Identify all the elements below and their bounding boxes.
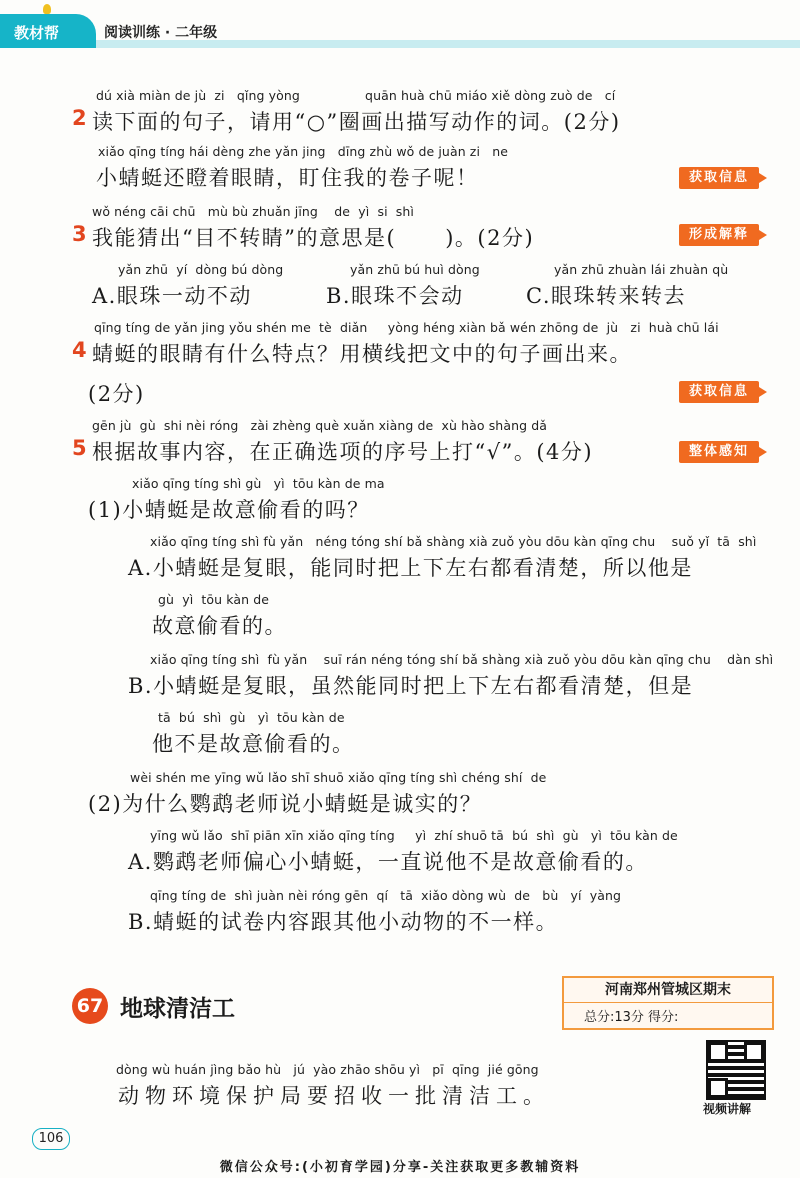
q5-pinyin: gēn jù gù shi nèi róng zài zhèng què xuǎn xiàng de xù hào shàng dǎ [92,418,548,433]
q4-number: 4 [72,338,87,362]
exam-region: 河南郑州管城区期末 [564,978,772,1003]
section-title: 地球清洁工 [120,996,235,1022]
qr-code-icon[interactable] [706,1040,766,1100]
intro-text: 动物环境保护局要招收一批清洁工。 [118,1084,550,1108]
q5-2-a-text: A.鹦鹉老师偏心小蜻蜓，一直说他不是故意偷看的。 [128,850,648,874]
q2-example-pinyin: xiǎo qīng tíng hái dèng zhe yǎn jing dīng zhù wǒ de juàn zi ne [98,144,509,159]
q3-skill-tag: 形成解释 [679,224,759,246]
q5-2-a-pinyin: yīng wǔ lǎo shī piān xīn xiǎo qīng tíng yì zhí shuō tā bú shì gù yì tōu kàn de [150,828,678,843]
q3-option-c: C.眼珠转来转去 [526,284,686,308]
q5-number: 5 [72,436,87,460]
q3-number: 3 [72,222,87,246]
footer-note: 微信公众号:(小初育学园)分享-关注获取更多教辅资料 [219,1160,581,1175]
q5-1-a-pinyin: xiǎo qīng tíng shì fù yǎn néng tóng shí bǎ shàng xià zuǒ yòu dōu kàn qīng chu suǒ yǐ tā shì [150,534,757,549]
q5-1-b-text-2: 他不是故意偷看的。 [152,732,355,756]
q5-text: 根据故事内容，在正确选项的序号上打“√”。(4分) [92,440,594,464]
q5-1-text: (1)小蜻蜓是故意偷看的吗？ [88,498,370,522]
q4-score: (2分) [88,382,145,406]
section-number-badge: 67 [72,988,108,1024]
q5-2-b-pinyin: qīng tíng de shì juàn nèi róng gēn qí tā xiǎo dòng wù de bù yí yàng [150,888,622,903]
brand-label: 教材帮 [14,24,60,42]
lightbulb-icon [43,4,51,14]
q2-pinyin: dú xià miàn de jù zi qǐng yòng quān huà chū miáo xiě dòng zuò de cí [96,88,616,103]
q3-option-b: B.眼珠不会动 [326,284,464,308]
q4-pinyin: qīng tíng de yǎn jing yǒu shén me tè diǎn yòng héng xiàn bǎ wén zhōng de jù zi huà chū lái [94,320,719,335]
page-number: 106 [32,1128,70,1150]
q5-1-b-text: B.小蜻蜓是复眼，虽然能同时把上下左右都看清楚，但是 [128,674,694,698]
q5-2-b-text: B.蜻蜓的试卷内容跟其他小动物的不一样。 [128,910,559,934]
book-title: 阅读训练 · 二年级 [104,25,218,41]
q4-text: 蜻蜓的眼睛有什么特点？用横线把文中的句子画出来。 [92,342,632,366]
q5-1-a-text-2: 故意偷看的。 [152,614,287,638]
q3-pinyin: wǒ néng cāi chū mù bù zhuǎn jīng de yì si shì [92,204,414,219]
q2-example: 小蜻蜓还瞪着眼睛，盯住我的卷子呢！ [96,166,479,190]
q5-1-a-text: A.小蜻蜓是复眼，能同时把上下左右都看清楚，所以他是 [128,556,693,580]
q5-1-b-pinyin-2: tā bú shì gù yì tōu kàn de [158,710,345,725]
q5-1-pinyin: xiǎo qīng tíng shì gù yì tōu kàn de ma [132,476,385,491]
q3-option-a-pinyin: yǎn zhū yí dòng bú dòng [118,262,284,277]
q3-option-a: A.眼珠一动不动 [92,284,252,308]
qr-video-label: 视频讲解 [703,1102,752,1116]
q5-skill-tag: 整体感知 [679,441,759,463]
exam-info-box [562,976,774,1030]
q5-1-b-pinyin: xiǎo qīng tíng shì fù yǎn suī rán néng tóng shí bǎ shàng xià zuǒ yòu dōu kàn qīng chu dàn shì [150,652,774,667]
q4-skill-tag: 获取信息 [679,381,759,403]
q2-text: 读下面的句子，请用“○”圈画出描写动作的词。(2分) [92,110,621,134]
q5-1-a-pinyin-2: gù yì tōu kàn de [158,592,270,607]
intro-pinyin: dòng wù huán jìng bǎo hù jú yào zhāo shōu yì pī qīng jié gōng [116,1062,539,1077]
q3-option-b-pinyin: yǎn zhū bú huì dòng [350,262,480,277]
q3-text: 我能猜出“目不转睛”的意思是( )。(2分) [92,226,535,250]
score-line: 总分:13分 得分: [584,1010,679,1025]
page-header [0,0,800,52]
q5-2-pinyin: wèi shén me yīng wǔ lǎo shī shuō xiǎo qīng tíng shì chéng shí de [130,770,547,785]
q5-2-text: (2)为什么鹦鹉老师说小蜻蜓是诚实的？ [88,792,483,816]
q3-option-c-pinyin: yǎn zhū zhuàn lái zhuàn qù [554,262,729,277]
q2-skill-tag: 获取信息 [679,167,759,189]
q2-number: 2 [72,106,87,130]
